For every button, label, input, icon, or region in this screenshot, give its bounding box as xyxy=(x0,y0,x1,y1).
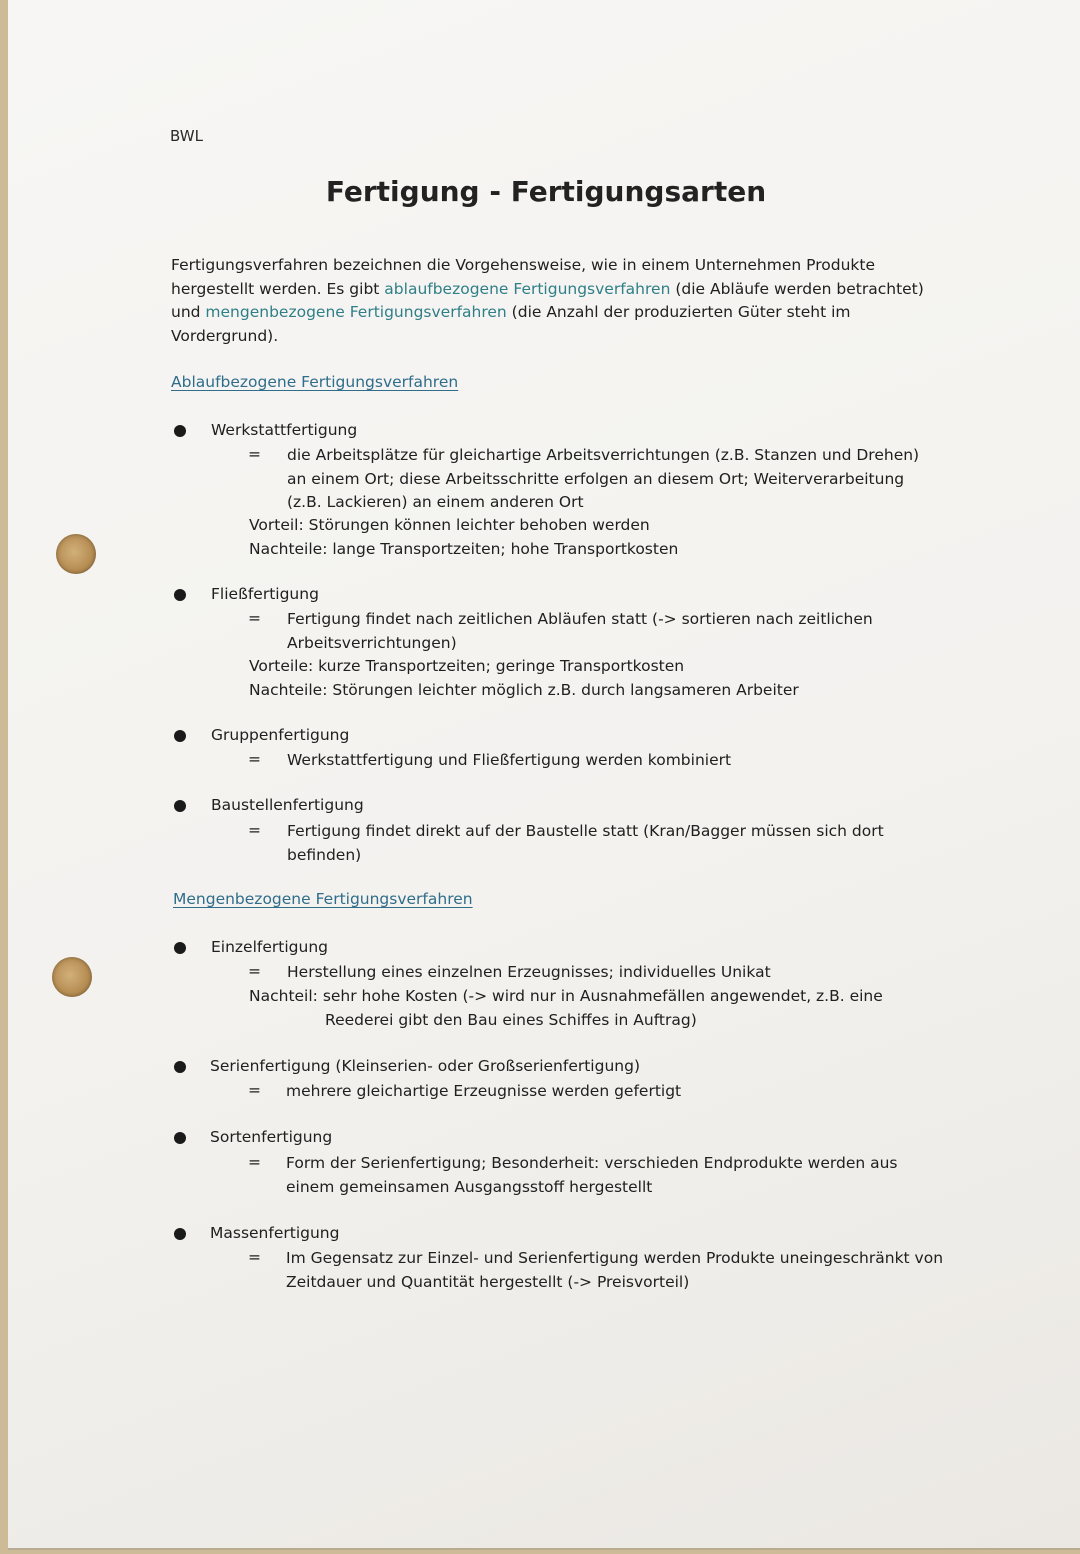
item-definition-massenfertigung: Im Gegensatz zur Einzel- und Serienfertigung werden Produkte uneingeschränkt von Zeitdauer und Quantität hergestellt (-> Preisvorteil) xyxy=(286,1249,944,1291)
section-heading-mengenbezogen: Mengenbezogene Fertigungsverfahren xyxy=(173,890,473,908)
item-title-massenfertigung: Massenfertigung xyxy=(210,1224,340,1242)
item-title-baustellenfertigung: Baustellenfertigung xyxy=(211,796,364,814)
disadvantage-line-2: Reederei gibt den Bau eines Schiffes in Auftrag) xyxy=(325,1010,697,1029)
equals-sign: = xyxy=(248,750,261,768)
item-definition-fliessfertigung: Fertigung findet nach zeitlichen Abläufen statt (-> sortieren nach zeitlichen Arbeitsverrichtungen) xyxy=(287,610,873,652)
intro-term-ablaufbezogen: ablaufbezogene Fertigungsverfahren xyxy=(384,279,671,298)
bullet-icon xyxy=(174,1132,186,1144)
item-definition-sortenfertigung: Form der Serienfertigung; Besonderheit: verschieden Endprodukte werden aus einem gemeinsamen Ausgangsstoff hergestellt xyxy=(286,1154,898,1196)
item-title-sortenfertigung: Sortenfertigung xyxy=(210,1128,333,1146)
item-title-werkstattfertigung: Werkstattfertigung xyxy=(211,421,358,439)
bullet-icon xyxy=(174,589,186,601)
equals-sign: = xyxy=(248,821,261,839)
intro-term-mengenbezogen: mengenbezogene Fertigungsverfahren xyxy=(205,303,507,321)
document-page xyxy=(8,0,1080,1550)
equals-sign: = xyxy=(248,1153,261,1171)
item-definition-einzelfertigung: Herstellung eines einzelnen Erzeugnisses; individuelles Unikat xyxy=(287,963,771,981)
punch-hole-bottom xyxy=(52,957,92,997)
item-advantage-werkstattfertigung: Vorteil: Störungen können leichter behoben werden xyxy=(249,516,650,534)
item-title-einzelfertigung: Einzelfertigung xyxy=(211,938,328,956)
equals-sign: = xyxy=(248,445,261,463)
item-advantage-fliessfertigung: Vorteile: kurze Transportzeiten; geringe Transportkosten xyxy=(249,657,685,675)
equals-sign: = xyxy=(248,1248,261,1266)
item-title-serienfertigung: Serienfertigung (Kleinserien- oder Großserienfertigung) xyxy=(210,1057,640,1075)
page-title: Fertigung - Fertigungsarten xyxy=(325,175,767,208)
section-heading-ablaufbezogen: Ablaufbezogene Fertigungsverfahren xyxy=(171,373,459,391)
intro-text-2: (die Abläufe werden betrachtet) und xyxy=(171,279,924,321)
bullet-icon xyxy=(174,730,186,742)
item-title-gruppenfertigung: Gruppenfertigung xyxy=(211,726,350,744)
item-title-fliessfertigung: Fließfertigung xyxy=(211,585,319,603)
intro-text-3: (die Anzahl der produzierten Güter steht im Vordergrund). xyxy=(171,303,851,345)
item-definition-baustellenfertigung: Fertigung findet direkt auf der Baustelle statt (Kran/Bagger müssen sich dort befinden) xyxy=(287,822,884,864)
bullet-icon xyxy=(174,800,186,812)
intro-text-1: Fertigungsverfahren bezeichnen die Vorgehensweise, wie in einem Unternehmen Produkte hergestellt werden. Es gibt xyxy=(171,256,875,298)
item-definition-serienfertigung: mehrere gleichartige Erzeugnisse werden gefertigt xyxy=(286,1082,682,1100)
item-disadvantage-einzelfertigung xyxy=(249,985,929,1032)
disadvantage-line-1: Nachteil: sehr hohe Kosten (-> wird nur in Ausnahmefällen angewendet, z.B. eine xyxy=(249,987,883,1005)
subject-label: BWL xyxy=(170,127,203,145)
equals-sign: = xyxy=(248,1081,261,1099)
bullet-icon xyxy=(174,1061,186,1073)
item-disadvantage-fliessfertigung: Nachteile: Störungen leichter möglich z.B. durch langsameren Arbeiter xyxy=(249,681,799,699)
punch-hole-top xyxy=(56,534,96,574)
intro-paragraph xyxy=(171,254,931,348)
item-definition-werkstattfertigung: die Arbeitsplätze für gleichartige Arbeitsverrichtungen (z.B. Stanzen und Drehen) an einem Ort; diese Arbeitsschritte erfolgen an diesem Ort; Weiterverarbeitung (z.B. Lackieren) an einem anderen Ort xyxy=(287,446,920,511)
bullet-icon xyxy=(174,425,186,437)
bullet-icon xyxy=(174,942,186,954)
equals-sign: = xyxy=(248,609,261,627)
item-disadvantage-werkstattfertigung: Nachteile: lange Transportzeiten; hohe Transportkosten xyxy=(249,540,679,558)
bullet-icon xyxy=(174,1228,186,1240)
item-definition-gruppenfertigung: Werkstattfertigung und Fließfertigung werden kombiniert xyxy=(287,751,732,769)
equals-sign: = xyxy=(248,962,261,980)
